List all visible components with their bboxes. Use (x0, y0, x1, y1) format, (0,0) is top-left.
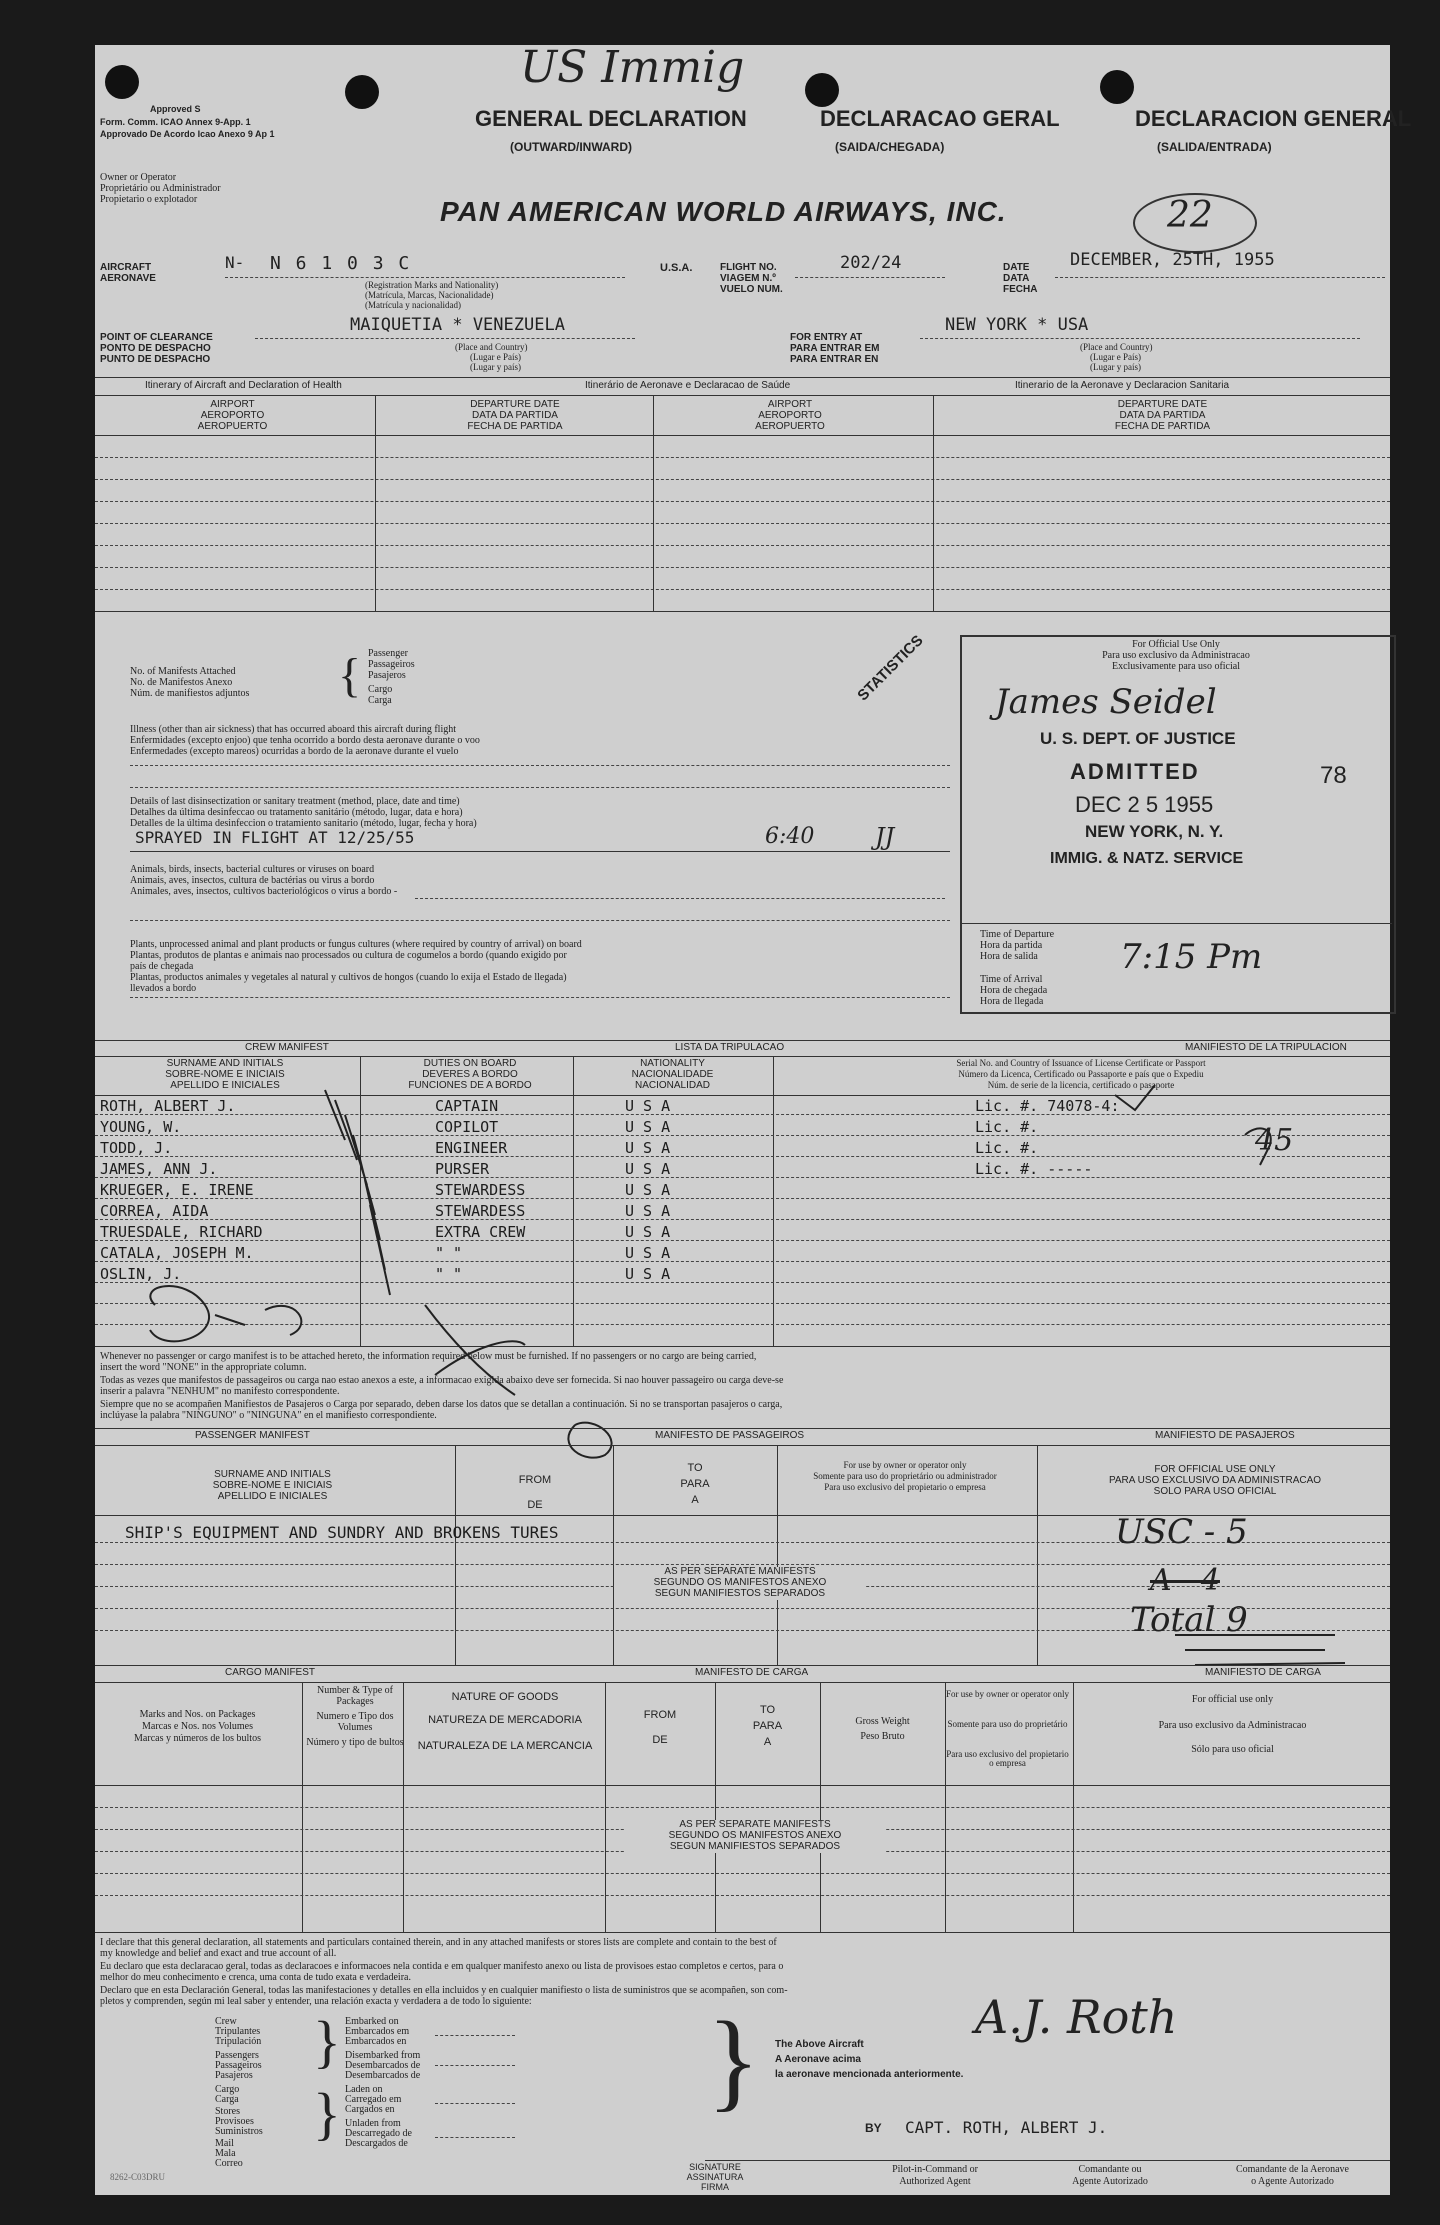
declaration-item: Cargados en (345, 2104, 395, 2115)
brace: { (338, 649, 362, 702)
declaration-item: Embarcados em (345, 2026, 410, 2037)
flight-number: 202/24 (840, 253, 902, 273)
col-official-use: SOLO PARA USO OFICIAL (1153, 1486, 1277, 1497)
crew-duty: ENGINEER (435, 1139, 508, 1157)
col-departure-date: FECHA DE PARTIDA (467, 421, 563, 432)
col-nationality: NACIONALIDAD (634, 1080, 710, 1091)
declaration-item: Suministros (215, 2126, 263, 2137)
plants-label: Plantas, produtos de plantas e animais nao processados ou cultura de cogumelos a bordo (quando exigido por (130, 950, 567, 961)
commander-label: Agente Autorizado (1072, 2176, 1148, 2187)
by-label: BY (865, 2121, 882, 2135)
manifest-option: Pasajeros (368, 670, 406, 681)
col-airport: AEROPUERTO (197, 421, 268, 432)
col-owner-use: Somente para uso do proprietário ou administrador (813, 1471, 997, 1481)
declaration-item: Laden on (345, 2084, 383, 2095)
declaration-item: Tripulación (215, 2036, 262, 2047)
title-en: GENERAL DECLARATION (475, 106, 747, 131)
departure-label: Time of Departure (980, 929, 1055, 940)
subtitle-pt: (SAIDA/CHEGADA) (835, 140, 945, 154)
general-declaration-form (95, 42, 1412, 2195)
commander-label: Comandante de la Aeronave (1235, 2164, 1349, 2175)
declaration-item: Embarcados en (345, 2036, 407, 2047)
col-nature: NATURE OF GOODS (451, 1691, 559, 1703)
aircraft-text: A Aeronave acima (775, 2054, 861, 2065)
col-name: SOBRE-NOME E INICIAIS (165, 1069, 285, 1080)
crew-name: OSLIN, J. (100, 1265, 182, 1283)
crew-nationality: U S A (625, 1118, 671, 1136)
illness-label: Enfermidades (excepto enjoo) que tenha ocorrido a bordo desta aeronave durante o voo (130, 735, 480, 746)
title-pt: DECLARACAO GERAL (820, 106, 1060, 131)
notice-text: Todas as vezes que manifestos de passageiros ou carga nao estao anexos a este, a informacao exigida abaixo deve ser fornecida. Si nao houver passageiro ou carga deve-se (100, 1375, 784, 1386)
disinsection-label: Details of last disinsectization or sanitary treatment (method, place, date and time) (130, 796, 460, 807)
col-to: PARA (752, 1720, 783, 1732)
official-label: Para uso exclusivo da Administracao (1102, 650, 1250, 661)
col-license: Número da Licenca, Certificado ou Passaporte e país que o Expediu (958, 1069, 1204, 1079)
declaration-item: Passengers (215, 2050, 259, 2061)
brace: } (313, 2009, 341, 2074)
declaration-item: Desembarcados de (345, 2070, 421, 2081)
reg-note: (Registration Marks and Nationality) (365, 280, 499, 290)
col-official-use: PARA USO EXCLUSIVO DA ADMINISTRACAO (1108, 1475, 1322, 1486)
declaration-item: Crew (215, 2016, 237, 2027)
crew-heading: LISTA DA TRIPULACAO (675, 1042, 785, 1053)
declaration-item: Tripulantes (215, 2026, 261, 2037)
entry-label: PARA ENTRAR EN (790, 354, 879, 365)
declaration-item: Mala (215, 2148, 236, 2159)
declaration-text: my knowledge and belief and exact and true account of all. (100, 1948, 337, 1959)
notice-text: inserir a palavra "NENHUM" no manifesto correspondente. (100, 1386, 340, 1397)
col-official-use: Sólo para uso oficial (1191, 1744, 1274, 1755)
crew-heading: CREW MANIFEST (245, 1042, 329, 1053)
col-duty: DUTIES ON BOARD (423, 1058, 517, 1069)
subtitle-en: (OUTWARD/INWARD) (510, 140, 632, 154)
place-note: (Lugar y país) (470, 362, 521, 372)
passenger-heading: PASSENGER MANIFEST (195, 1430, 310, 1441)
clearance-label: PUNTO DE DESPACHO (100, 354, 211, 365)
col-nature: NATUREZA DE MERCADORIA (428, 1714, 582, 1726)
stamp-dept: U. S. DEPT. OF JUSTICE (1040, 729, 1236, 748)
disinsection-label: Detalhes da última desinfeccao ou tratamento sanitário (método, lugar, data e hora) (130, 807, 463, 818)
crew-name: ROTH, ALBERT J. (100, 1097, 236, 1115)
declaration-item: Pasajeros (215, 2070, 253, 2081)
animals-label: Animales, aves, insectos, cultivos bacteriológicos o virus a bordo - (130, 886, 398, 897)
crew-license: Lic. #. ----- (975, 1160, 1093, 1178)
official-total: Total 9 (1130, 1600, 1248, 1640)
declaration-item: Cargo (215, 2084, 240, 2095)
crew-nationality: U S A (625, 1160, 671, 1178)
crew-duty: " " (435, 1244, 463, 1262)
flight-label: FLIGHT NO. (720, 262, 777, 273)
arrival-label: Time of Arrival (980, 974, 1043, 985)
col-airport: AIRPORT (767, 399, 813, 410)
passenger-heading: MANIFESTO DE PASSAGEIROS (655, 1430, 805, 1441)
col-departure-date: DEPARTURE DATE (1117, 399, 1208, 410)
cargo-heading: CARGO MANIFEST (225, 1667, 316, 1678)
crew-nationality: U S A (625, 1139, 671, 1157)
crew-duty: CAPTAIN (435, 1097, 499, 1115)
approved-line: Approvado De Acordo Icao Anexo 9 Ap 1 (100, 129, 275, 139)
crew-nationality: U S A (625, 1244, 671, 1262)
manifests-label: Núm. de manifiestos adjuntos (130, 688, 250, 699)
crew-license: Lic. #. (975, 1118, 1039, 1136)
col-departure-date: DATA DA PARTIDA (1119, 410, 1206, 421)
illness-label: Enfermedades (excepto mareos) ocurridas a bordo de la aeronave durante el vuelo (130, 746, 459, 757)
brace: } (313, 2081, 341, 2146)
stamp-city: NEW YORK, N. Y. (1085, 822, 1224, 841)
flight-label: VUELO NUM. (720, 284, 783, 295)
col-owner-use: For use by owner or operator only (843, 1460, 967, 1470)
official-note: A - 4 (1150, 1563, 1220, 1598)
declaration-item: Stores (215, 2106, 240, 2117)
departure-time: 7:15 Pm (1120, 937, 1263, 977)
declaration-item: Embarked on (345, 2016, 399, 2027)
declaration-item: Correo (215, 2158, 243, 2169)
subtitle-es: (SALIDA/ENTRADA) (1157, 140, 1272, 154)
col-to: PARA (680, 1478, 710, 1490)
col-license: Núm. de serie de la licencia, certificado o pasaporte (987, 1080, 1175, 1090)
date-label: FECHA (1003, 284, 1038, 295)
declaration-item: Passageiros (215, 2060, 262, 2071)
arrival-label: Hora de llegada (980, 996, 1044, 1007)
place-note: (Place and Country) (1080, 342, 1153, 352)
col-from: DE (652, 1734, 668, 1746)
animals-label: Animals, birds, insects, bacterial cultures or viruses on board (130, 864, 375, 875)
crew-license: Lic. #. 74078-4: (975, 1097, 1120, 1115)
operator-name: PAN AMERICAN WORLD AIRWAYS, INC. (440, 196, 1007, 227)
col-official-use: Para uso exclusivo da Administracao (1158, 1720, 1307, 1731)
animals-label: Animais, aves, insectos, cultura de bactérias ou virus a bordo (130, 875, 375, 886)
illness-label: Illness (other than air sickness) that has occurred aboard this aircraft during flight (130, 724, 457, 735)
commander-label: Comandante ou (1078, 2164, 1142, 2175)
col-duty: FUNCIONES DE A BORDO (408, 1080, 532, 1091)
date-label: DATA (1003, 273, 1030, 284)
col-license: Serial No. and Country of Issuance of License Certificate or Passport (956, 1058, 1206, 1068)
declaration-item: Mail (215, 2138, 234, 2149)
declaration-item: Disembarked from (345, 2050, 421, 2061)
col-departure-date: DEPARTURE DATE (470, 399, 560, 410)
captain-signature: A.J. Roth (975, 1990, 1178, 2044)
clearance-point: MAIQUETIA * VENEZUELA (350, 315, 565, 335)
notice-text: Siempre que no se acompañen Manifiestos de Pasajeros o Carga por separado, deben darse los datos que se detallan a continuación. Si no se transportan pasajeros o carga, (100, 1399, 783, 1410)
statistics-stamp: STATISTICS (854, 631, 927, 705)
departure-label: Hora da partida (980, 940, 1043, 951)
manifests-label: No. de Manifestos Anexo (130, 677, 233, 688)
passenger-entry: SHIP'S EQUIPMENT AND SUNDRY AND BROKENS TURES (125, 1523, 559, 1542)
col-passenger-name: SOBRE-NOME E INICIAIS (212, 1480, 333, 1491)
separate-manifests: AS PER SEPARATE MANIFESTS (615, 1567, 865, 1578)
declaration-item: Carregado em (345, 2094, 402, 2105)
col-owner-use: Para uso exclusivo del propietario o empresa (824, 1482, 986, 1492)
declaration-item: Descarregado de (345, 2128, 412, 2139)
flight-date: DECEMBER, 25TH, 1955 (1070, 250, 1275, 270)
clearance-label: POINT OF CLEARANCE (100, 332, 213, 343)
col-packages: Numero e Tipo dos Volumes (316, 1711, 394, 1733)
clearance-label: PONTO DE DESPACHO (100, 343, 211, 354)
col-passenger-name: APELLIDO E INICIALES (217, 1491, 328, 1502)
place-note: (Lugar e País) (470, 352, 521, 362)
col-packages: Número y tipo de bultos (306, 1737, 404, 1748)
plants-label: Plantas, productos animales y vegetales al natural y cultivos de hongos (cuando lo exija el Estado de llegada) (130, 972, 567, 983)
date-label: DATE (1003, 262, 1030, 273)
col-owner-use: Para uso exclusivo del propietario o empresa (946, 1749, 1069, 1769)
manifest-option: Passageiros (368, 659, 415, 670)
stamp-service: IMMIG. & NATZ. SERVICE (1050, 850, 1244, 867)
separate-manifests: SEGUN MANIFIESTOS SEPARADOS (625, 1842, 885, 1853)
declaration-text: Declaro que en esta Declaración General, todas las manifestaciones y detalles en ella incluidos y en cualquier manifiesto o lista de suministros que se acompañen, son com- (100, 1985, 788, 1996)
crew-nationality: U S A (625, 1097, 671, 1115)
col-from: DE (527, 1499, 543, 1511)
handwritten-note: US Immig (520, 42, 745, 93)
official-label: For Official Use Only (1132, 639, 1220, 650)
crew-duty: COPILOT (435, 1118, 499, 1136)
aircraft-label: AIRCRAFT (100, 262, 152, 273)
crew-name: YOUNG, W. (100, 1118, 182, 1136)
disinsection-label: Detalles de la última desinfeccion o tratamiento sanitario (método, lugar, fecha y hora) (130, 818, 477, 829)
declaration-text: Eu declaro que esta declaracao geral, todas as declaracoes e informacoes nela contida e em qualquer manifesto anexo ou lista de provisoes estao completos e certos, para o (100, 1961, 784, 1972)
owner-label: Proprietário ou Administrador (100, 183, 221, 194)
place-note: (Place and Country) (455, 342, 528, 352)
nationality: U.S.A. (660, 262, 693, 274)
crew-duty: STEWARDESS (435, 1181, 526, 1199)
captain-name: CAPT. ROTH, ALBERT J. (905, 2118, 1108, 2137)
declaration-text: melhor do meu conhecimento e crenca, uma conta de tudo exata e verdadeira. (100, 1972, 411, 1983)
stamp-number: 78 (1320, 762, 1347, 789)
signature-label: ASSINATURA (686, 2172, 744, 2182)
declaration-item: Descargados de (345, 2138, 408, 2149)
official-note: USC - 5 (1115, 1512, 1248, 1552)
official-label: Exclusivamente para uso oficial (1111, 661, 1240, 672)
crew-heading: MANIFIESTO DE LA TRIPULACION (1185, 1042, 1347, 1053)
entry-label: FOR ENTRY AT (790, 332, 863, 343)
commander-label: o Agente Autorizado (1251, 2176, 1334, 2187)
aircraft-prefix: N- (225, 253, 245, 272)
aircraft-label: AERONAVE (100, 273, 156, 284)
title-es: DECLARACION GENERAL (1135, 106, 1412, 131)
brace: } (707, 1999, 760, 2121)
approved-line: Approved S (150, 104, 201, 114)
arrival-label: Hora de chegada (980, 985, 1048, 996)
crew-name: CORREA, AIDA (100, 1202, 209, 1220)
declaration-text: pletos y comprenden, según mi leal saber y entender, una relación exacta y verdadera a de todo lo siguiente: (100, 1996, 532, 2007)
officer-signature: James Seidel (995, 682, 1217, 722)
manifest-option: Carga (368, 695, 392, 706)
crew-name: KRUEGER, E. IRENE (100, 1181, 254, 1199)
stamp-date: DEC 2 5 1955 (1075, 792, 1214, 817)
approved-line: Form. Comm. ICAO Annex 9-App. 1 (100, 117, 251, 127)
license-note: 45 (1255, 1123, 1294, 1158)
notice-text: insert the word "NONE" in the appropriate column. (100, 1362, 307, 1373)
col-airport: AEROPORTO (200, 410, 265, 421)
col-packages: Number & Type of Packages (316, 1685, 394, 1707)
flight-label: VIAGEM N.º (720, 273, 776, 284)
col-to: A (691, 1494, 699, 1506)
notice-text: inclúyase la palabra "NINGUNO" o "NINGUNA" en el manifiesto correspondiente. (100, 1410, 437, 1421)
crew-name: CATALA, JOSEPH M. (100, 1244, 254, 1262)
aircraft-text: la aeronave mencionada anteriormente. (775, 2069, 964, 2080)
signature-label: FIRMA (701, 2182, 729, 2192)
separate-manifests: SEGUNDO OS MANIFESTOS ANEXO (615, 1578, 865, 1589)
col-weight: Gross Weight (855, 1716, 910, 1727)
col-marks: Marks and Nos. on Packages (139, 1709, 256, 1720)
manifest-option: Cargo (368, 684, 393, 695)
reg-note: (Matrícula y nacionalidad) (365, 300, 461, 310)
col-passenger-name: SURNAME AND INITIALS (214, 1469, 331, 1480)
col-weight: Peso Bruto (860, 1731, 905, 1742)
separate-manifests: SEGUNDO OS MANIFESTOS ANEXO (625, 1831, 885, 1842)
crew-name: TRUESDALE, RICHARD (100, 1223, 263, 1241)
notice-text: Whenever no passenger or cargo manifest is to be attached hereto, the information required below must be furnished. If no passengers or no cargo are being carried, (100, 1351, 757, 1362)
page-number: 22 (1167, 195, 1213, 236)
registration: N 6 1 0 3 C (270, 253, 412, 274)
col-airport: AIRPORT (210, 399, 255, 410)
col-nature: NATURALEZA DE LA MERCANCIA (417, 1740, 593, 1752)
col-to: TO (687, 1462, 703, 1474)
col-nationality: NATIONALITY (640, 1058, 705, 1069)
separate-manifests: AS PER SEPARATE MANIFESTS (625, 1820, 885, 1831)
declaration-item: Carga (215, 2094, 239, 2105)
pic-label: Authorized Agent (899, 2176, 971, 2187)
owner-label: Owner or Operator (100, 172, 177, 183)
crew-nationality: U S A (625, 1181, 671, 1199)
entry-point: NEW YORK * USA (945, 315, 1089, 335)
declaration-item: Unladen from (345, 2118, 401, 2129)
col-departure-date: FECHA DE PARTIDA (1114, 421, 1211, 432)
manifest-option: Passenger (368, 648, 408, 659)
crew-duty: " " (435, 1265, 463, 1283)
col-nationality: NACIONALIDADE (631, 1069, 714, 1080)
disinsection-value: SPRAYED IN FLIGHT AT 12/25/55 (135, 828, 415, 847)
col-owner-use: For use by owner or operator only (946, 1689, 1069, 1699)
form-number: 8262-C03DRU (110, 2172, 166, 2182)
cargo-heading: MANIFESTO DE CARGA (695, 1667, 809, 1678)
col-airport: AEROPUERTO (755, 421, 825, 432)
owner-label: Propietario o explotador (100, 194, 198, 205)
crew-duty: STEWARDESS (435, 1202, 526, 1220)
manifests-label: No. of Manifests Attached (130, 666, 236, 677)
spray-time: 6:40 (765, 824, 815, 849)
col-to: A (763, 1736, 772, 1748)
crew-duty: PURSER (435, 1160, 490, 1178)
stamp-admitted: ADMITTED (1070, 759, 1200, 784)
plants-label: llevados a bordo (130, 983, 197, 994)
col-duty: DEVERES A BORDO (422, 1069, 518, 1080)
col-official-use: FOR OFFICIAL USE ONLY (1154, 1464, 1276, 1475)
col-airport: AEROPORTO (758, 410, 822, 421)
declaration-text: I declare that this general declaration, all statements and particulars contained therein, and in any attached manifests or stores lists are complete and contain to the best of (100, 1937, 777, 1948)
departure-label: Hora de salida (980, 951, 1038, 962)
crew-nationality: U S A (625, 1223, 671, 1241)
aircraft-text: The Above Aircraft (775, 2039, 864, 2050)
pic-label: Pilot-in-Command or (892, 2164, 978, 2175)
col-marks: Marcas e Nos. nos Volumes (141, 1721, 253, 1732)
col-owner-use: Somente para uso do proprietário (947, 1719, 1068, 1729)
itinerary-heading: Itinerario de la Aeronave y Declaracion Sanitaria (1015, 380, 1230, 391)
declaration-item: Desembarcados de (345, 2060, 421, 2071)
col-official-use: For official use only (1191, 1694, 1274, 1705)
col-departure-date: DATA DA PARTIDA (472, 410, 558, 421)
itinerary-heading: Itinerary of Aircraft and Declaration of Health (145, 380, 342, 391)
col-from: FROM (518, 1474, 552, 1486)
crew-name: JAMES, ANN J. (100, 1160, 218, 1178)
plants-label: Plants, unprocessed animal and plant products or fungus cultures (where required by country of arrival) on board (130, 939, 582, 950)
passenger-heading: MANIFIESTO DE PASAJEROS (1155, 1430, 1295, 1441)
entry-label: PARA ENTRAR EM (790, 343, 880, 354)
signature-label: SIGNATURE (689, 2162, 741, 2172)
col-to: TO (759, 1704, 776, 1716)
crew-nationality: U S A (625, 1265, 671, 1283)
plants-label: país de chegada (130, 961, 194, 972)
spray-initials: JJ (875, 823, 895, 851)
itinerary-heading: Itinerário de Aeronave e Declaracao de Saúde (585, 380, 791, 391)
col-name: APELLIDO E INICIALES (170, 1080, 280, 1091)
col-from: FROM (643, 1709, 677, 1721)
place-note: (Lugar y país) (1090, 362, 1141, 372)
crew-duty: EXTRA CREW (435, 1223, 526, 1241)
crew-nationality: U S A (625, 1202, 671, 1220)
place-note: (Lugar e País) (1090, 352, 1141, 362)
separate-manifests: SEGUN MANIFIESTOS SEPARADOS (615, 1589, 865, 1600)
col-marks: Marcas y números de los bultos (134, 1733, 261, 1744)
reg-note: (Matrícula, Marcas, Nacionalidade) (365, 290, 494, 300)
declaration-item: Provisoes (215, 2116, 254, 2127)
cargo-heading: MANIFIESTO DE CARGA (1205, 1667, 1321, 1678)
col-name: SURNAME AND INITIALS (166, 1058, 284, 1069)
crew-name: TODD, J. (100, 1139, 173, 1157)
crew-license: Lic. #. (975, 1139, 1039, 1157)
